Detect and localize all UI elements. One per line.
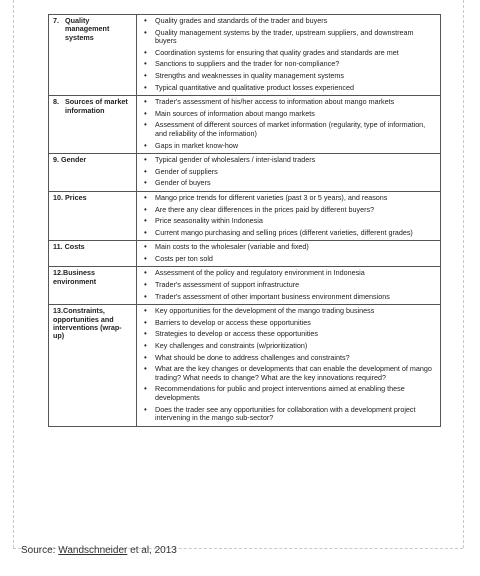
list-item: • Price seasonality within Indonesia (141, 217, 436, 226)
list-item: • Mango price trends for different varieties (past 3 or 5 years), and reasons (141, 194, 436, 203)
list-item: • What should be done to address challenges and constraints? (141, 354, 436, 363)
category-title: Quality management systems (65, 16, 110, 42)
list-item: • Trader's assessment of support infrastructure (141, 281, 436, 290)
table-row (49, 96, 441, 154)
category-title: Prices (65, 192, 87, 202)
category-cell (49, 15, 137, 96)
category-number: 10. (53, 192, 63, 202)
page-border-left (13, 0, 14, 548)
list-item: • Recommendations for public and project interventions aimed at enabling these developments (141, 385, 436, 402)
question-list (141, 17, 436, 92)
list-item: • Key opportunities for the development of the mango trading business (141, 307, 436, 316)
questions-cell (137, 305, 441, 427)
table-row (49, 15, 441, 96)
list-item: • Barriers to develop or access these opportunities (141, 319, 436, 328)
category-title: Gender (61, 155, 87, 165)
questions-cell (137, 191, 441, 240)
category-cell (49, 241, 137, 267)
list-item: • Strategies to develop or access these opportunities (141, 330, 436, 339)
table-row (49, 305, 441, 427)
list-item: • Trader's assessment of other important business environment dimensions (141, 293, 436, 302)
list-item: • Main costs to the wholesaler (variable and fixed) (141, 243, 436, 252)
source-citation (21, 545, 177, 556)
list-item: • Trader's assessment of his/her access to information about mango markets (141, 98, 436, 107)
list-item: • Strengths and weaknesses in quality management systems (141, 72, 436, 81)
category-cell (49, 191, 137, 240)
list-item: • Costs per ton sold (141, 255, 436, 264)
category-cell (49, 267, 137, 305)
table-row (49, 267, 441, 305)
category-title: Sources of market information (65, 97, 128, 115)
category-number: 9. (53, 155, 59, 165)
list-item: • What are the key changes or developments that can enable the development of mango trading? What needs to change? What are the key innovations required? (141, 365, 436, 382)
category-cell (49, 96, 137, 154)
category-title: Costs (64, 242, 85, 252)
list-item: • Key challenges and constraints (w/prioritization) (141, 342, 436, 351)
category-number: 8. (53, 97, 59, 107)
list-item: • Assessment of the policy and regulatory environment in Indonesia (141, 269, 436, 278)
list-item: • Sanctions to suppliers and the trader for non-compliance? (141, 60, 436, 69)
source-author: Wandschneider (58, 545, 128, 556)
source-prefix: Source: (21, 545, 59, 556)
question-list (141, 243, 436, 263)
category-cell (49, 154, 137, 192)
questions-cell (137, 15, 441, 96)
category-title: Constraints, opportunities and interventions (wrap-up) (53, 306, 122, 341)
category-title: Business environment (53, 268, 97, 286)
source-suffix: et al, 2013 (127, 545, 177, 556)
category-cell (49, 305, 137, 427)
question-list (141, 307, 436, 423)
list-item: • Are there any clear differences in the prices paid by different buyers? (141, 206, 436, 215)
table-row (49, 154, 441, 192)
category-number: 11. (53, 242, 63, 252)
category-number: 7. (53, 16, 59, 25)
category-number: 13. (53, 306, 63, 316)
questions-cell (137, 241, 441, 267)
interview-guide-table (48, 14, 441, 427)
questions-cell (137, 96, 441, 154)
list-item: • Assessment of different sources of market information (regularity, type of information, and reliability of the information) (141, 121, 436, 138)
list-item: • Quality grades and standards of the trader and buyers (141, 17, 436, 26)
table-row (49, 191, 441, 240)
list-item: • Gender of buyers (141, 179, 436, 188)
table-row (49, 241, 441, 267)
question-list (141, 194, 436, 237)
question-list (141, 269, 436, 301)
question-list (141, 156, 436, 188)
list-item: • Current mango purchasing and selling prices (different varieties, different grades) (141, 229, 436, 238)
list-item: • Typical gender of wholesalers / inter-island traders (141, 156, 436, 165)
list-item: • Quality management systems by the trader, upstream suppliers, and downstream buyers (141, 29, 436, 46)
list-item: • Coordination systems for ensuring that quality grades and standards are met (141, 49, 436, 58)
questions-cell (137, 154, 441, 192)
page-border-right (463, 0, 464, 548)
question-list (141, 98, 436, 150)
list-item: • Does the trader see any opportunities for collaboration with a development project intervening in the mango sub-sector? (141, 406, 436, 423)
category-number: 12. (53, 268, 63, 278)
list-item: • Main sources of information about mango markets (141, 110, 436, 119)
questions-cell (137, 267, 441, 305)
list-item: • Gaps in market know-how (141, 142, 436, 151)
list-item: • Typical quantitative and qualitative product losses experienced (141, 84, 436, 93)
list-item: • Gender of suppliers (141, 168, 436, 177)
